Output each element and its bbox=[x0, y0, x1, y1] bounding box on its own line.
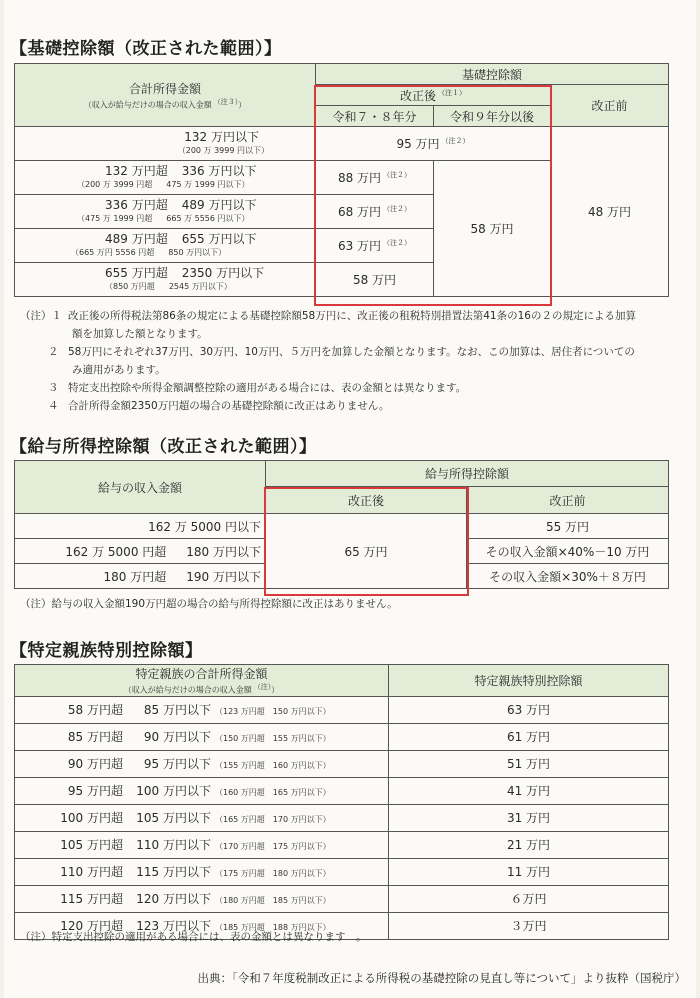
note-label: ２ bbox=[48, 346, 59, 358]
note-line bbox=[20, 307, 636, 325]
income-range bbox=[15, 263, 316, 297]
income-header-label: 合計所得金額 bbox=[128, 81, 201, 96]
relative-income-range bbox=[15, 777, 389, 804]
table-row bbox=[15, 885, 669, 912]
range-to: 120 万円以下 bbox=[136, 892, 211, 907]
salary-deduction-header: 給与所得控除額 bbox=[266, 461, 669, 487]
before-value: 48 万円 bbox=[551, 127, 669, 297]
table-row bbox=[15, 831, 669, 858]
deduction-header: 基礎控除額 bbox=[316, 64, 669, 85]
range-from: 132 万円超 bbox=[105, 163, 168, 178]
range-from: 90 万円超 bbox=[67, 757, 123, 772]
range-to: 132 万円以下 bbox=[184, 129, 259, 144]
relative-deduction-value: 41 万円 bbox=[389, 777, 669, 804]
section1-title: 【基礎控除額（改正された範囲）】 bbox=[10, 39, 282, 59]
note-text: （注）特定支出控除の適用がある場合には、表の金額とは異なります 。 bbox=[20, 931, 367, 943]
table-row bbox=[15, 777, 669, 804]
range-to: 90 万円以下 bbox=[143, 730, 211, 745]
relative-income-range bbox=[15, 804, 389, 831]
specified-relative-deduction-table bbox=[14, 664, 669, 940]
range-to: 123 万円以下 bbox=[136, 919, 211, 934]
before-value: 55 万円 bbox=[467, 514, 669, 539]
range-to: 190 万円以下 bbox=[186, 569, 261, 584]
relative-deduction-value: 11 万円 bbox=[389, 858, 669, 885]
range-from: 120 万円超 bbox=[60, 919, 123, 934]
range-sub: （160 万円超 165 万円以下） bbox=[215, 788, 331, 798]
note-text: み適用があります。 bbox=[72, 364, 166, 376]
relative-deduction-value: 31 万円 bbox=[389, 804, 669, 831]
range-from-sub: （665 万円 5556 円超 bbox=[71, 247, 155, 257]
section3-note bbox=[20, 928, 367, 946]
range-from: 115 万円超 bbox=[60, 892, 123, 907]
table-row bbox=[15, 858, 669, 885]
deduction-value bbox=[316, 195, 434, 229]
table-row bbox=[15, 696, 669, 723]
income-range bbox=[15, 161, 316, 195]
section2-note bbox=[20, 595, 398, 613]
salary-range bbox=[15, 539, 266, 564]
salary-range bbox=[15, 514, 266, 539]
salary-income-header: 給与の収入金額 bbox=[15, 461, 266, 514]
after-header: 改正後 bbox=[266, 487, 467, 514]
range-from: 655 万円超 bbox=[105, 265, 168, 280]
range-to: 105 万円以下 bbox=[136, 811, 211, 826]
range-from: 336 万円超 bbox=[105, 197, 168, 212]
relative-income-range bbox=[15, 858, 389, 885]
range-from: 105 万円超 bbox=[60, 838, 123, 853]
deduction-value bbox=[316, 127, 551, 161]
range-to: 100 万円以下 bbox=[136, 784, 211, 799]
note-text: （注）給与の収入金額190万円超の場合の給与所得控除額に改正はありません。 bbox=[20, 598, 398, 610]
range-to: 180 万円以下 bbox=[186, 544, 261, 559]
range-to: 489 万円以下 bbox=[181, 197, 257, 212]
range-to-sub: 2545 万円以下） bbox=[168, 281, 232, 291]
range-from: 85 万円超 bbox=[67, 730, 123, 745]
range-sub: （165 万円超 170 万円以下） bbox=[215, 815, 331, 825]
range-from: 162 万 5000 円超 bbox=[65, 544, 167, 559]
range-from-sub: （475 万 1999 円超 bbox=[77, 213, 153, 223]
relative-deduction-value: 61 万円 bbox=[389, 723, 669, 750]
table-row bbox=[15, 127, 669, 161]
relative-deduction-value: 63 万円 bbox=[389, 696, 669, 723]
note-text: 額を加算した額となります。 bbox=[72, 328, 208, 340]
range-to: 655 万円以下 bbox=[181, 231, 257, 246]
range-sub: （170 万円超 175 万円以下） bbox=[215, 842, 331, 852]
relative-table-body bbox=[15, 696, 669, 939]
table-row bbox=[15, 723, 669, 750]
relative-income-header: 特定親族の合計所得金額 （収入が給与だけの場合の収入金額 （注）） bbox=[15, 665, 389, 697]
income-range bbox=[15, 229, 316, 263]
value-text: 63 万円 bbox=[337, 239, 382, 253]
range-sub: （123 万円超 150 万円以下） bbox=[215, 707, 331, 717]
note-line bbox=[20, 325, 636, 343]
r9-value: 58 万円 bbox=[434, 161, 551, 297]
relative-income-range bbox=[15, 831, 389, 858]
after-header-note: （注１） bbox=[438, 88, 466, 97]
r78-header: 令和７・８年分 bbox=[316, 106, 434, 127]
salary-deduction-table bbox=[14, 460, 669, 589]
relative-income-header-note: （注） bbox=[253, 683, 272, 691]
range-to: 2350 万円以下 bbox=[181, 265, 265, 280]
value-text: 95 万円 bbox=[396, 137, 440, 151]
relative-income-header-label: 特定親族の合計所得金額 bbox=[135, 667, 268, 681]
range-to: 95 万円以下 bbox=[143, 757, 211, 772]
deduction-value bbox=[316, 161, 434, 195]
after-value: 65 万円 bbox=[266, 514, 467, 589]
note-text: 特定支出控除や所得金額調整控除の適用がある場合には、表の金額とは異なります。 bbox=[68, 382, 467, 394]
range-to: 85 万円以下 bbox=[143, 703, 211, 718]
note-label: （注）１ bbox=[20, 310, 62, 322]
range-sub: （180 万円超 185 万円以下） bbox=[215, 896, 331, 906]
income-range bbox=[15, 127, 316, 161]
relative-income-range bbox=[15, 885, 389, 912]
relative-deduction-value: ３万円 bbox=[389, 912, 669, 939]
range-to-sub: （200 万 3999 円以下） bbox=[177, 145, 269, 155]
range-sub: （175 万円超 180 万円以下） bbox=[215, 869, 331, 879]
salary-range bbox=[15, 564, 266, 589]
range-to-sub: 475 万 1999 円以下） bbox=[166, 179, 250, 189]
range-from: 489 万円超 bbox=[105, 231, 168, 246]
range-from-sub: （200 万 3999 円超 bbox=[77, 179, 153, 189]
relative-income-range bbox=[15, 750, 389, 777]
value-note: （注２） bbox=[383, 171, 412, 179]
range-from: 180 万円超 bbox=[103, 569, 167, 584]
value-text: 68 万円 bbox=[337, 205, 382, 219]
note-label: ４ bbox=[48, 400, 59, 412]
note-line bbox=[20, 379, 636, 397]
range-to-sub: 665 万 5556 円以下） bbox=[166, 213, 250, 223]
range-to: 162 万 5000 円以下 bbox=[148, 519, 261, 534]
value-note: （注２） bbox=[441, 137, 470, 145]
before-value: その収入金額×40%－10 万円 bbox=[467, 539, 669, 564]
relative-income-header-sub: （収入が給与だけの場合の収入金額 bbox=[123, 685, 252, 695]
after-header bbox=[316, 85, 551, 106]
income-header-sub: （収入が給与だけの場合の収入金額 bbox=[83, 100, 212, 110]
range-from-sub: （850 万円超 bbox=[105, 281, 155, 291]
before-header: 改正前 bbox=[551, 85, 669, 127]
range-from: 110 万円超 bbox=[60, 865, 123, 880]
source-citation: 出典：「令和７年度税制改正による所得税の基礎控除の見直し等について」より抜粋（国税庁） bbox=[197, 971, 686, 985]
range-to: 110 万円以下 bbox=[136, 838, 211, 853]
before-header: 改正前 bbox=[467, 487, 669, 514]
income-header-note: （注３） bbox=[213, 97, 239, 106]
relative-deduction-value: 21 万円 bbox=[389, 831, 669, 858]
range-sub: （150 万円超 155 万円以下） bbox=[215, 734, 331, 744]
section3-title: 【特定親族特別控除額】 bbox=[10, 641, 203, 661]
range-from: 100 万円超 bbox=[60, 811, 123, 826]
basic-deduction-table bbox=[14, 63, 669, 297]
relative-deduction-header: 特定親族特別控除額 bbox=[389, 665, 669, 697]
value-note: （注２） bbox=[383, 239, 412, 247]
value-text: 88 万円 bbox=[337, 171, 382, 185]
r9-header: 令和９年分以後 bbox=[434, 106, 551, 127]
note-label: ３ bbox=[48, 382, 59, 394]
income-header: 合計所得金額 （収入が給与だけの場合の収入金額 （注３）） bbox=[15, 64, 316, 127]
range-to: 115 万円以下 bbox=[136, 865, 211, 880]
relative-income-range bbox=[15, 696, 389, 723]
after-header-label: 改正後 bbox=[399, 88, 436, 103]
value-text: 58 万円 bbox=[352, 273, 397, 287]
note-line bbox=[20, 343, 636, 361]
range-from: 95 万円超 bbox=[67, 784, 123, 799]
income-range bbox=[15, 195, 316, 229]
table-row bbox=[15, 514, 669, 539]
table-row bbox=[15, 750, 669, 777]
section2-title: 【給与所得控除額（改正された範囲）】 bbox=[10, 437, 317, 457]
deduction-value bbox=[316, 229, 434, 263]
value-note: （注２） bbox=[383, 205, 412, 213]
range-sub: （155 万円超 160 万円以下） bbox=[215, 761, 331, 771]
table-row bbox=[15, 804, 669, 831]
relative-deduction-value: ６万円 bbox=[389, 885, 669, 912]
relative-deduction-value: 51 万円 bbox=[389, 750, 669, 777]
note-text: 合計所得金額2350万円超の場合の基礎控除額に改正はありません。 bbox=[68, 400, 390, 412]
range-to: 336 万円以下 bbox=[181, 163, 257, 178]
section1-notes bbox=[20, 307, 636, 415]
note-text: 58万円にそれぞれ37万円、30万円、10万円、５万円を加算した金額となります。なお、この加算は、居住者についての bbox=[68, 346, 635, 358]
relative-income-range bbox=[15, 723, 389, 750]
range-to-sub: 850 万円以下） bbox=[168, 247, 227, 257]
note-line bbox=[20, 397, 636, 415]
note-text: 改正後の所得税法第86条の規定による基礎控除額58万円に、改正後の租税特別措置法第41条の16の２の規定による加算 bbox=[68, 310, 636, 322]
note-line bbox=[20, 361, 636, 379]
before-value: その収入金額×30%＋８万円 bbox=[467, 564, 669, 589]
deduction-value bbox=[316, 263, 434, 297]
range-from: 58 万円超 bbox=[67, 703, 123, 718]
range-sub: （185 万円超 188 万円以下） bbox=[215, 923, 331, 933]
